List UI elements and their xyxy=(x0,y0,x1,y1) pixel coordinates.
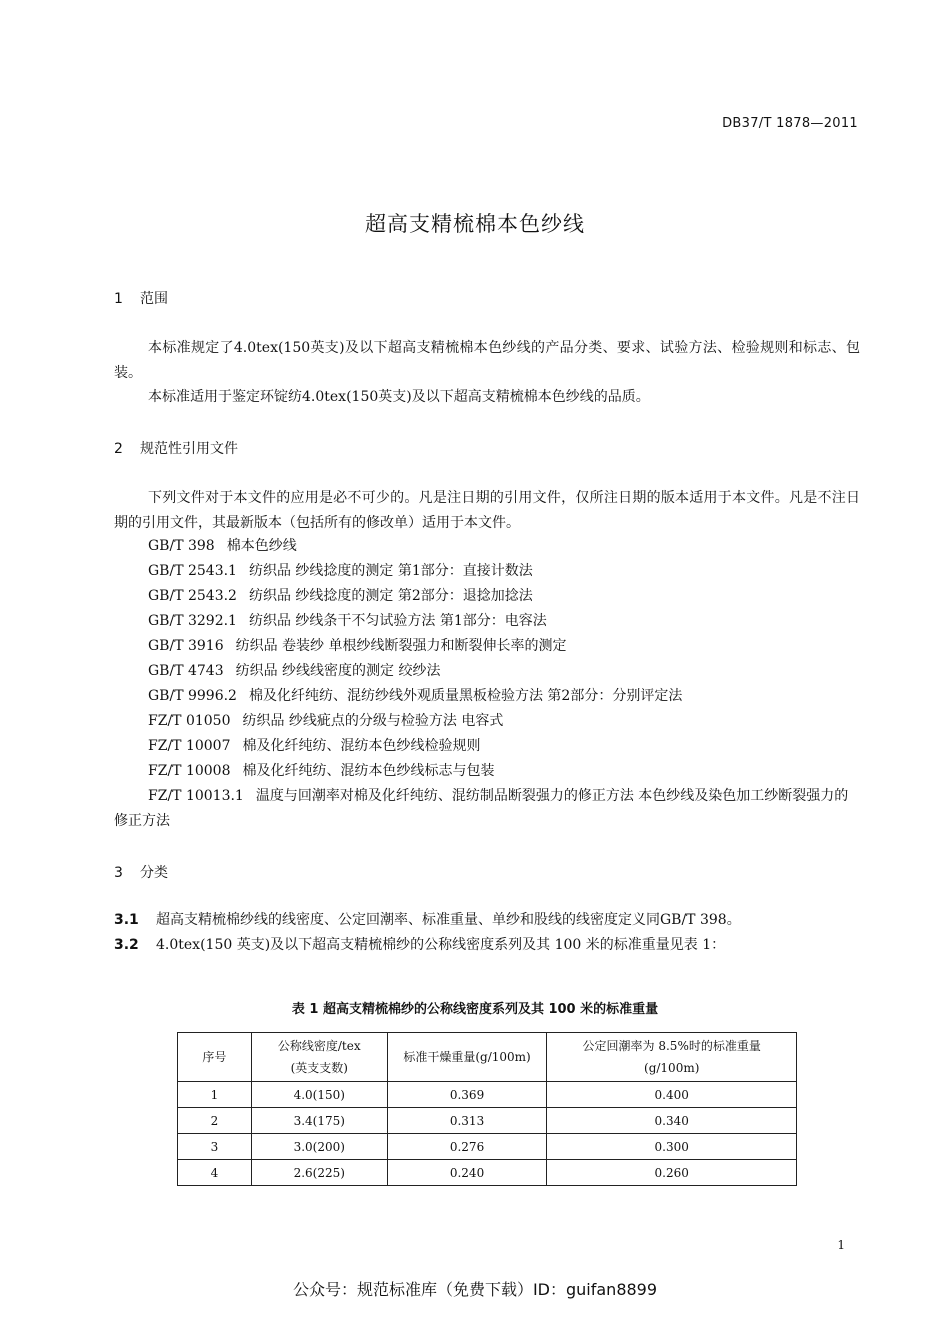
reference-name: 纺织品 纱线捻度的测定 第2部分：退捻加捻法 xyxy=(248,588,533,604)
cell-std: 0.340 xyxy=(547,1108,797,1134)
header-std-weight-line2: (g/100m) xyxy=(644,1061,700,1075)
reference-code: GB/T 398 xyxy=(148,538,215,554)
table-row xyxy=(178,1134,797,1160)
cell-std: 0.400 xyxy=(547,1082,797,1108)
table-caption: 表 1 超高支精梳棉纱的公称线密度系列及其 100 米的标准重量 xyxy=(291,1002,659,1017)
reference-name: 纺织品 纱线疵点的分级与检验方法 电容式 xyxy=(242,713,504,729)
section-heading-references xyxy=(114,438,238,458)
section-title: 规范性引用文件 xyxy=(140,441,238,457)
section-number: 2 xyxy=(114,441,123,457)
footer-watermark: 公众号：规范标准库（免费下载）ID：guifan8899 xyxy=(292,1280,658,1299)
reference-name: 棉及化纤纯纺、混纺纱线外观质量黑板检验方法 第2部分：分别评定法 xyxy=(248,688,683,704)
cell-density: 3.4(175) xyxy=(251,1108,387,1134)
table-row xyxy=(178,1082,797,1108)
clause-text: 4.0tex(150 英支)及以下超高支精梳棉纱的公称线密度系列及其 100 米的标准重量见表 1： xyxy=(156,937,726,953)
references-intro xyxy=(114,486,860,535)
header-density-line1: 公称线密度/tex xyxy=(277,1039,361,1053)
section-title: 范围 xyxy=(140,291,168,307)
reference-item xyxy=(148,659,860,684)
reference-item xyxy=(148,584,860,609)
cell-density: 4.0(150) xyxy=(251,1082,387,1108)
header-dry-weight: 标准干燥重量(g/100m) xyxy=(387,1033,547,1082)
cell-density: 3.0(200) xyxy=(251,1134,387,1160)
cell-seq: 1 xyxy=(178,1082,252,1108)
section-title: 分类 xyxy=(140,865,168,881)
reference-name: 纺织品 卷装纱 单根纱线断裂强力和断裂伸长率的测定 xyxy=(235,638,567,654)
clause-number: 3.2 xyxy=(114,937,139,953)
section-heading-scope xyxy=(114,288,168,308)
cell-density: 2.6(225) xyxy=(251,1160,387,1186)
header-density-line2: (英支支数) xyxy=(290,1061,348,1075)
reference-item xyxy=(148,709,860,734)
reference-code: GB/T 3292.1 xyxy=(148,613,237,629)
scope-paragraph-2: 本标准适用于鉴定环锭纺4.0tex(150英支)及以下超高支精梳棉本色纱线的品质。 xyxy=(148,389,650,405)
reference-item xyxy=(114,784,860,834)
reference-code: FZ/T 10013.1 xyxy=(148,788,244,804)
cell-std: 0.260 xyxy=(547,1160,797,1186)
reference-code: GB/T 3916 xyxy=(148,638,224,654)
cell-seq: 4 xyxy=(178,1160,252,1186)
cell-dry: 0.313 xyxy=(387,1108,547,1134)
document-title: 超高支精梳棉本色纱线 xyxy=(365,212,585,236)
cell-dry: 0.240 xyxy=(387,1160,547,1186)
reference-name: 棉及化纤纯纺、混纺本色纱线检验规则 xyxy=(242,738,481,754)
table-row xyxy=(178,1160,797,1186)
table-header-row xyxy=(178,1033,797,1082)
cell-dry: 0.276 xyxy=(387,1134,547,1160)
references-intro-text: 下列文件对于本文件的应用是必不可少的。凡是注日期的引用文件，仅所注日期的版本适用于本文件。凡是不注日期的引用文件，其最新版本（包括所有的修改单）适用于本文件。 xyxy=(114,490,860,531)
reference-code: FZ/T 10008 xyxy=(148,763,231,779)
reference-code: FZ/T 01050 xyxy=(148,713,231,729)
reference-code: FZ/T 10007 xyxy=(148,738,231,754)
reference-item xyxy=(148,759,860,784)
reference-item xyxy=(148,684,860,709)
section-number: 1 xyxy=(114,291,123,307)
clause-text: 超高支精梳棉纱线的线密度、公定回潮率、标准重量、单纱和股线的线密度定义同GB/T 398。 xyxy=(156,912,741,928)
header-density xyxy=(251,1033,387,1082)
reference-item xyxy=(148,609,860,634)
reference-code: GB/T 4743 xyxy=(148,663,224,679)
reference-name: 纺织品 纱线捻度的测定 第1部分：直接计数法 xyxy=(248,563,533,579)
reference-code: GB/T 9996.2 xyxy=(148,688,237,704)
reference-item xyxy=(148,734,860,759)
table-row xyxy=(178,1108,797,1134)
cell-dry: 0.369 xyxy=(387,1082,547,1108)
section-heading-classification xyxy=(114,862,168,882)
cell-seq: 3 xyxy=(178,1134,252,1160)
reference-item xyxy=(148,559,860,584)
page-number: 1 xyxy=(837,1238,845,1252)
scope-body xyxy=(114,336,860,410)
reference-name: 纺织品 纱线条干不匀试验方法 第1部分：电容法 xyxy=(248,613,547,629)
reference-name: 温度与回潮率对棉及化纤纯纺、混纺制品断裂强力的修正方法 本色纱线及染色加工纱断裂强力的修正方法 xyxy=(114,788,849,829)
reference-code: GB/T 2543.2 xyxy=(148,588,237,604)
cell-seq: 2 xyxy=(178,1108,252,1134)
scope-paragraph-1: 本标准规定了4.0tex(150英支)及以下超高支精梳棉本色纱线的产品分类、要求、试验方法、检验规则和标志、包装。 xyxy=(114,340,860,381)
reference-item xyxy=(148,634,860,659)
reference-name: 棉本色纱线 xyxy=(226,538,297,554)
section-number: 3 xyxy=(114,865,123,881)
standard-weight-table xyxy=(177,1032,797,1186)
header-std-weight-line1: 公定回潮率为 8.5%时的标准重量 xyxy=(582,1039,761,1053)
header-std-weight xyxy=(547,1033,797,1082)
cell-std: 0.300 xyxy=(547,1134,797,1160)
standard-code: DB37/T 1878—2011 xyxy=(722,116,858,131)
reference-item xyxy=(148,534,860,559)
header-seq: 序号 xyxy=(178,1033,252,1082)
reference-list xyxy=(114,534,860,834)
reference-code: GB/T 2543.1 xyxy=(148,563,237,579)
reference-name: 棉及化纤纯纺、混纺本色纱线标志与包装 xyxy=(242,763,495,779)
reference-name: 纺织品 纱线线密度的测定 绞纱法 xyxy=(235,663,441,679)
clause-3-1 xyxy=(114,908,860,932)
clause-3-2 xyxy=(114,933,860,957)
clause-number: 3.1 xyxy=(114,912,139,928)
